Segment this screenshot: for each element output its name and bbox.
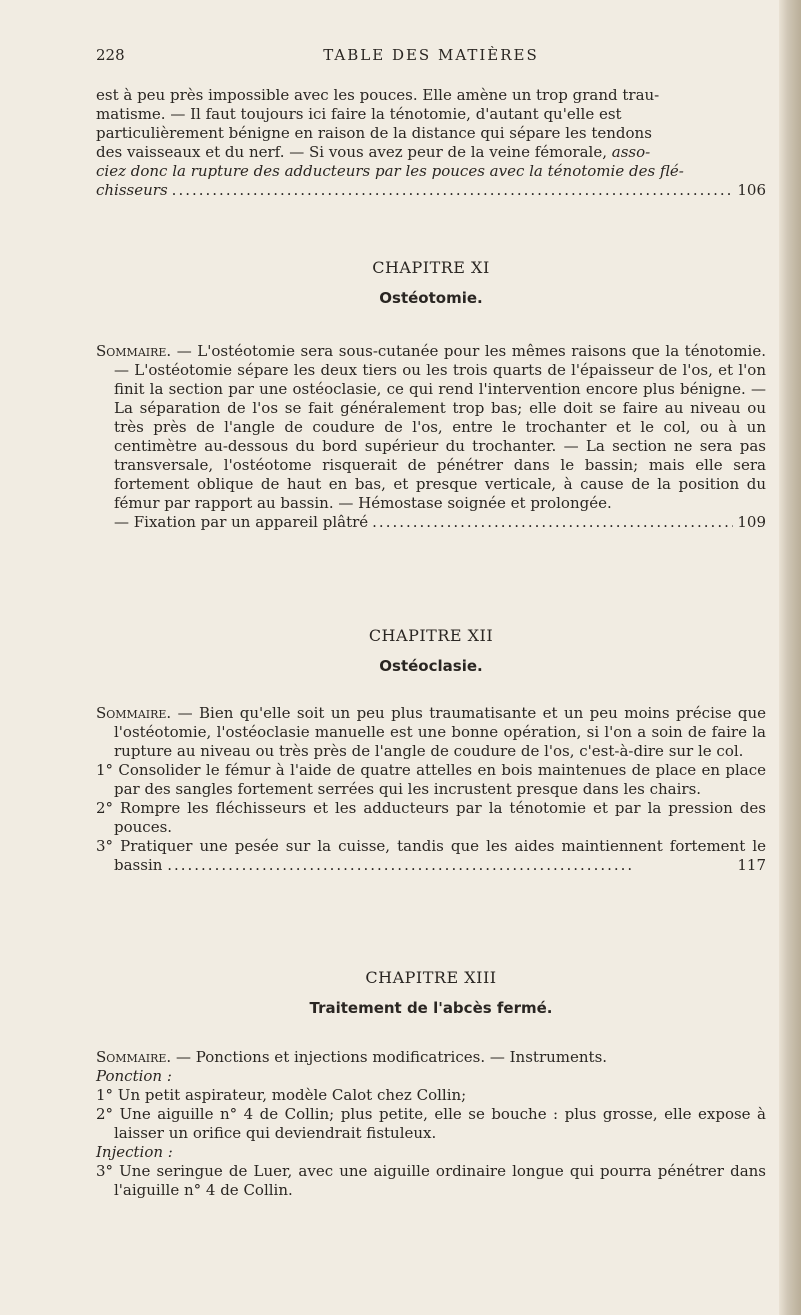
page-ref: 117 — [737, 856, 766, 874]
chapter-xii — [96, 626, 766, 676]
chapter-xi — [96, 258, 766, 308]
chapter-subtitle: Ostéotomie. — [379, 289, 483, 307]
toc-entry-106 — [96, 181, 766, 200]
list-item: 1° Un petit aspirateur, modèle Calot chez Collin; — [96, 1086, 467, 1104]
intro-line: des vaisseaux et du nerf. — Si vous avez peur de la veine fémorale, asso- — [96, 143, 651, 161]
leader-dots: ..................................................................... — [167, 856, 635, 874]
chapter-title: CHAPITRE XII — [368, 626, 494, 645]
summary-paragraph: Sommaire. — Ponctions et injections modificatrices. — Instruments. — [96, 1048, 608, 1066]
list-item: 2° Une aiguille n° 4 de Collin; plus petite, elle se bouche : plus grosse, elle expose à laisser un orifice qui deviendrait fistuleux. — [96, 1105, 766, 1142]
intro-line: matisme. — Il faut toujours ici faire la ténotomie, d'autant qu'elle est — [96, 105, 622, 123]
page-number: 228 — [96, 46, 125, 64]
chapter-xiii-summary — [96, 1048, 766, 1200]
leader-dots — [172, 181, 734, 200]
chapter-title: CHAPITRE XIII — [365, 968, 497, 987]
toc-entry-109: — Fixation par un appareil plâtré ..... 109 — [96, 513, 766, 532]
leader-dots — [372, 513, 733, 532]
chapter-xi-summary — [96, 342, 766, 532]
page-header — [96, 46, 766, 66]
intro-paragraph — [96, 86, 766, 200]
toc-entry-117 — [96, 837, 766, 875]
injection-label: Injection : — [96, 1143, 173, 1161]
page-ref: 109 — [737, 513, 766, 531]
page-edge — [779, 0, 801, 1315]
intro-line: est à peu près impossible avec les pouces. Elle amène un trop grand trau- — [96, 86, 660, 104]
list-item: 1° Consolider le fémur à l'aide de quatre attelles en bois maintenues de place en place par des sangles fortement serrées qui les incrustent presque dans les chairs. — [96, 761, 766, 798]
summary-paragraph: Sommaire. — Bien qu'elle soit un peu plus traumatisante et un peu moins précise que l'ostéotomie, l'ostéoclasie manuelle est une bonne opération, si l'on a soin de faire la rupture au niveau ou très près de l'angle de coudure de l'os, c'est-à-dire sur le col. — [96, 704, 766, 760]
list-item: 2° Rompre les fléchisseurs et les adducteurs par la ténotomie et par la pression des pouces. — [96, 799, 766, 836]
summary-paragraph: Sommaire. — L'ostéotomie sera sous-cutanée pour les mêmes raisons que la ténotomie. — L'ostéotomie sépare les deux tiers ou les trois quarts de l'épaisseur de l'os, et l'on finit la section par une ostéoclasie, ce qui rend l'intervention encore plus bénigne. — La séparation de l'os se fait généralement trop bas; elle doit se faire au niveau ou très près de l'angle de coudure de l'os, entre le trochanter et le col, ou à un centimètre au-dessous du bord supérieur du trochanter. — La section ne sera pas transversale, l'ostéotome risquerait de pénétrer dans le bassin; mais elle sera fortement oblique de haut en bas, et presque verticale, à cause de la position du fémur par rapport au bassin. — Hémostase soignée et prolongée. — [96, 342, 767, 512]
chapter-subtitle: Traitement de l'abcès fermé. — [309, 999, 553, 1017]
list-item-last: 3° Pratiquer une pesée sur la cuisse, tandis que les aides maintiennent fortement le bassin — [96, 837, 766, 874]
list-item: 3° Une seringue de Luer, avec une aiguille ordinaire longue qui pourra pénétrer dans l'aiguille n° 4 de Collin. — [96, 1162, 766, 1199]
chapter-xii-summary — [96, 704, 766, 875]
running-head: TABLE DES MATIÈRES — [323, 46, 539, 64]
page-ref: 106 — [737, 181, 766, 199]
intro-last-text: chisseurs — [96, 181, 168, 199]
chapter-xiii — [96, 968, 766, 1018]
intro-line: particulièrement bénigne en raison de la distance qui sépare les tendons — [96, 124, 652, 142]
chapter-title: CHAPITRE XI — [372, 258, 490, 277]
ponction-label: Ponction : — [96, 1067, 172, 1085]
chapter-subtitle: Ostéoclasie. — [379, 657, 483, 675]
intro-line: ciez donc la rupture des adducteurs par les pouces avec la ténotomie des flé- — [96, 162, 684, 180]
